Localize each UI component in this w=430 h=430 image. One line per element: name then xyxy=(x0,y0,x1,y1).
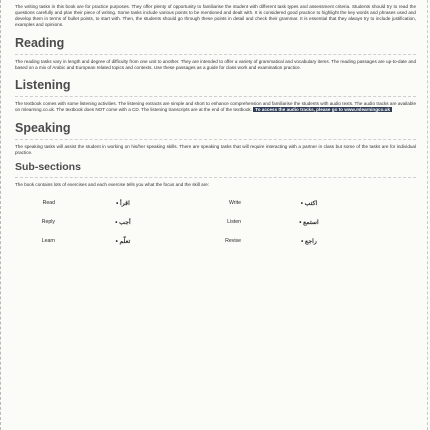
subsections-heading: Sub-sections xyxy=(15,161,81,174)
skill-ar-right: • استمع xyxy=(299,218,319,226)
listening-paragraph xyxy=(15,101,416,113)
listening-heading: Listening xyxy=(15,78,71,93)
skill-ar-right: • راجع xyxy=(301,237,317,245)
skills-table xyxy=(15,194,416,251)
reading-paragraph: The reading tasks vary in length and degree of difficulty from one unit to another. They are intended to offer a variety of grammatical and vocabulary items. The reading passages are up-to-date and based on a mix of Arabic and European related topics and contexts. Use these passages as a guide for class work and examination practice. xyxy=(15,58,416,70)
listening-text: The textbook comes with some listening activities. The listening extracts are simple and short to enhance comprehension and familiarise the students with audio texts. The audio tracks are available on mlearning.co.uk. The textbook does NOT come with a CD. The listening transcripts are at the end of the textbook. xyxy=(15,101,416,113)
skill-en-right: Write xyxy=(228,200,241,207)
speaking-paragraph: The speaking tasks will assist the student in working on his/her speaking skills. There are speaking tasks that will require interacting with a partner in class but some of the tasks are for individual practice. xyxy=(15,144,416,156)
skill-ar-left: • اقرأ xyxy=(116,199,130,207)
skill-en-right: Listen xyxy=(227,219,241,226)
skill-en-left: Reply xyxy=(41,219,55,226)
intro-paragraph: The writing tasks in this book are for practice purposes. They offer plenty of opportunity to familiarise the student with different task types and assessment criteria. Students should try to read the questions carefully and plan their piece of writing. Some tasks include various points to be mentioned and dealt with. It is considered good practice to highlight the key words and phrases used and develop them in terms of bullet points, to start with. Then, the students should go through these points in detail and check their grammar. It is essential that they always try to include justification, examples and opinions. xyxy=(15,4,416,27)
skill-en-right: Revise xyxy=(225,238,241,245)
skill-ar-left: • تعلّم xyxy=(115,237,131,245)
subsections-intro: The book contains lots of exercises and each exercise tells you what the focus and the skill are: xyxy=(15,182,210,188)
skills-row xyxy=(15,213,416,232)
audio-link-highlight: To access the audio tracks, please go to www.mlearningco.uk xyxy=(255,107,391,113)
skills-row xyxy=(15,194,416,213)
skills-row xyxy=(15,232,416,251)
skill-en-left: Read xyxy=(42,200,55,207)
skill-en-left: Learn xyxy=(41,238,55,245)
page-edge xyxy=(427,0,428,430)
skill-ar-right: • اكتب xyxy=(300,199,318,207)
speaking-heading: Speaking xyxy=(15,121,71,136)
reading-heading: Reading xyxy=(15,35,65,50)
skill-ar-left: • أجب xyxy=(115,218,131,226)
